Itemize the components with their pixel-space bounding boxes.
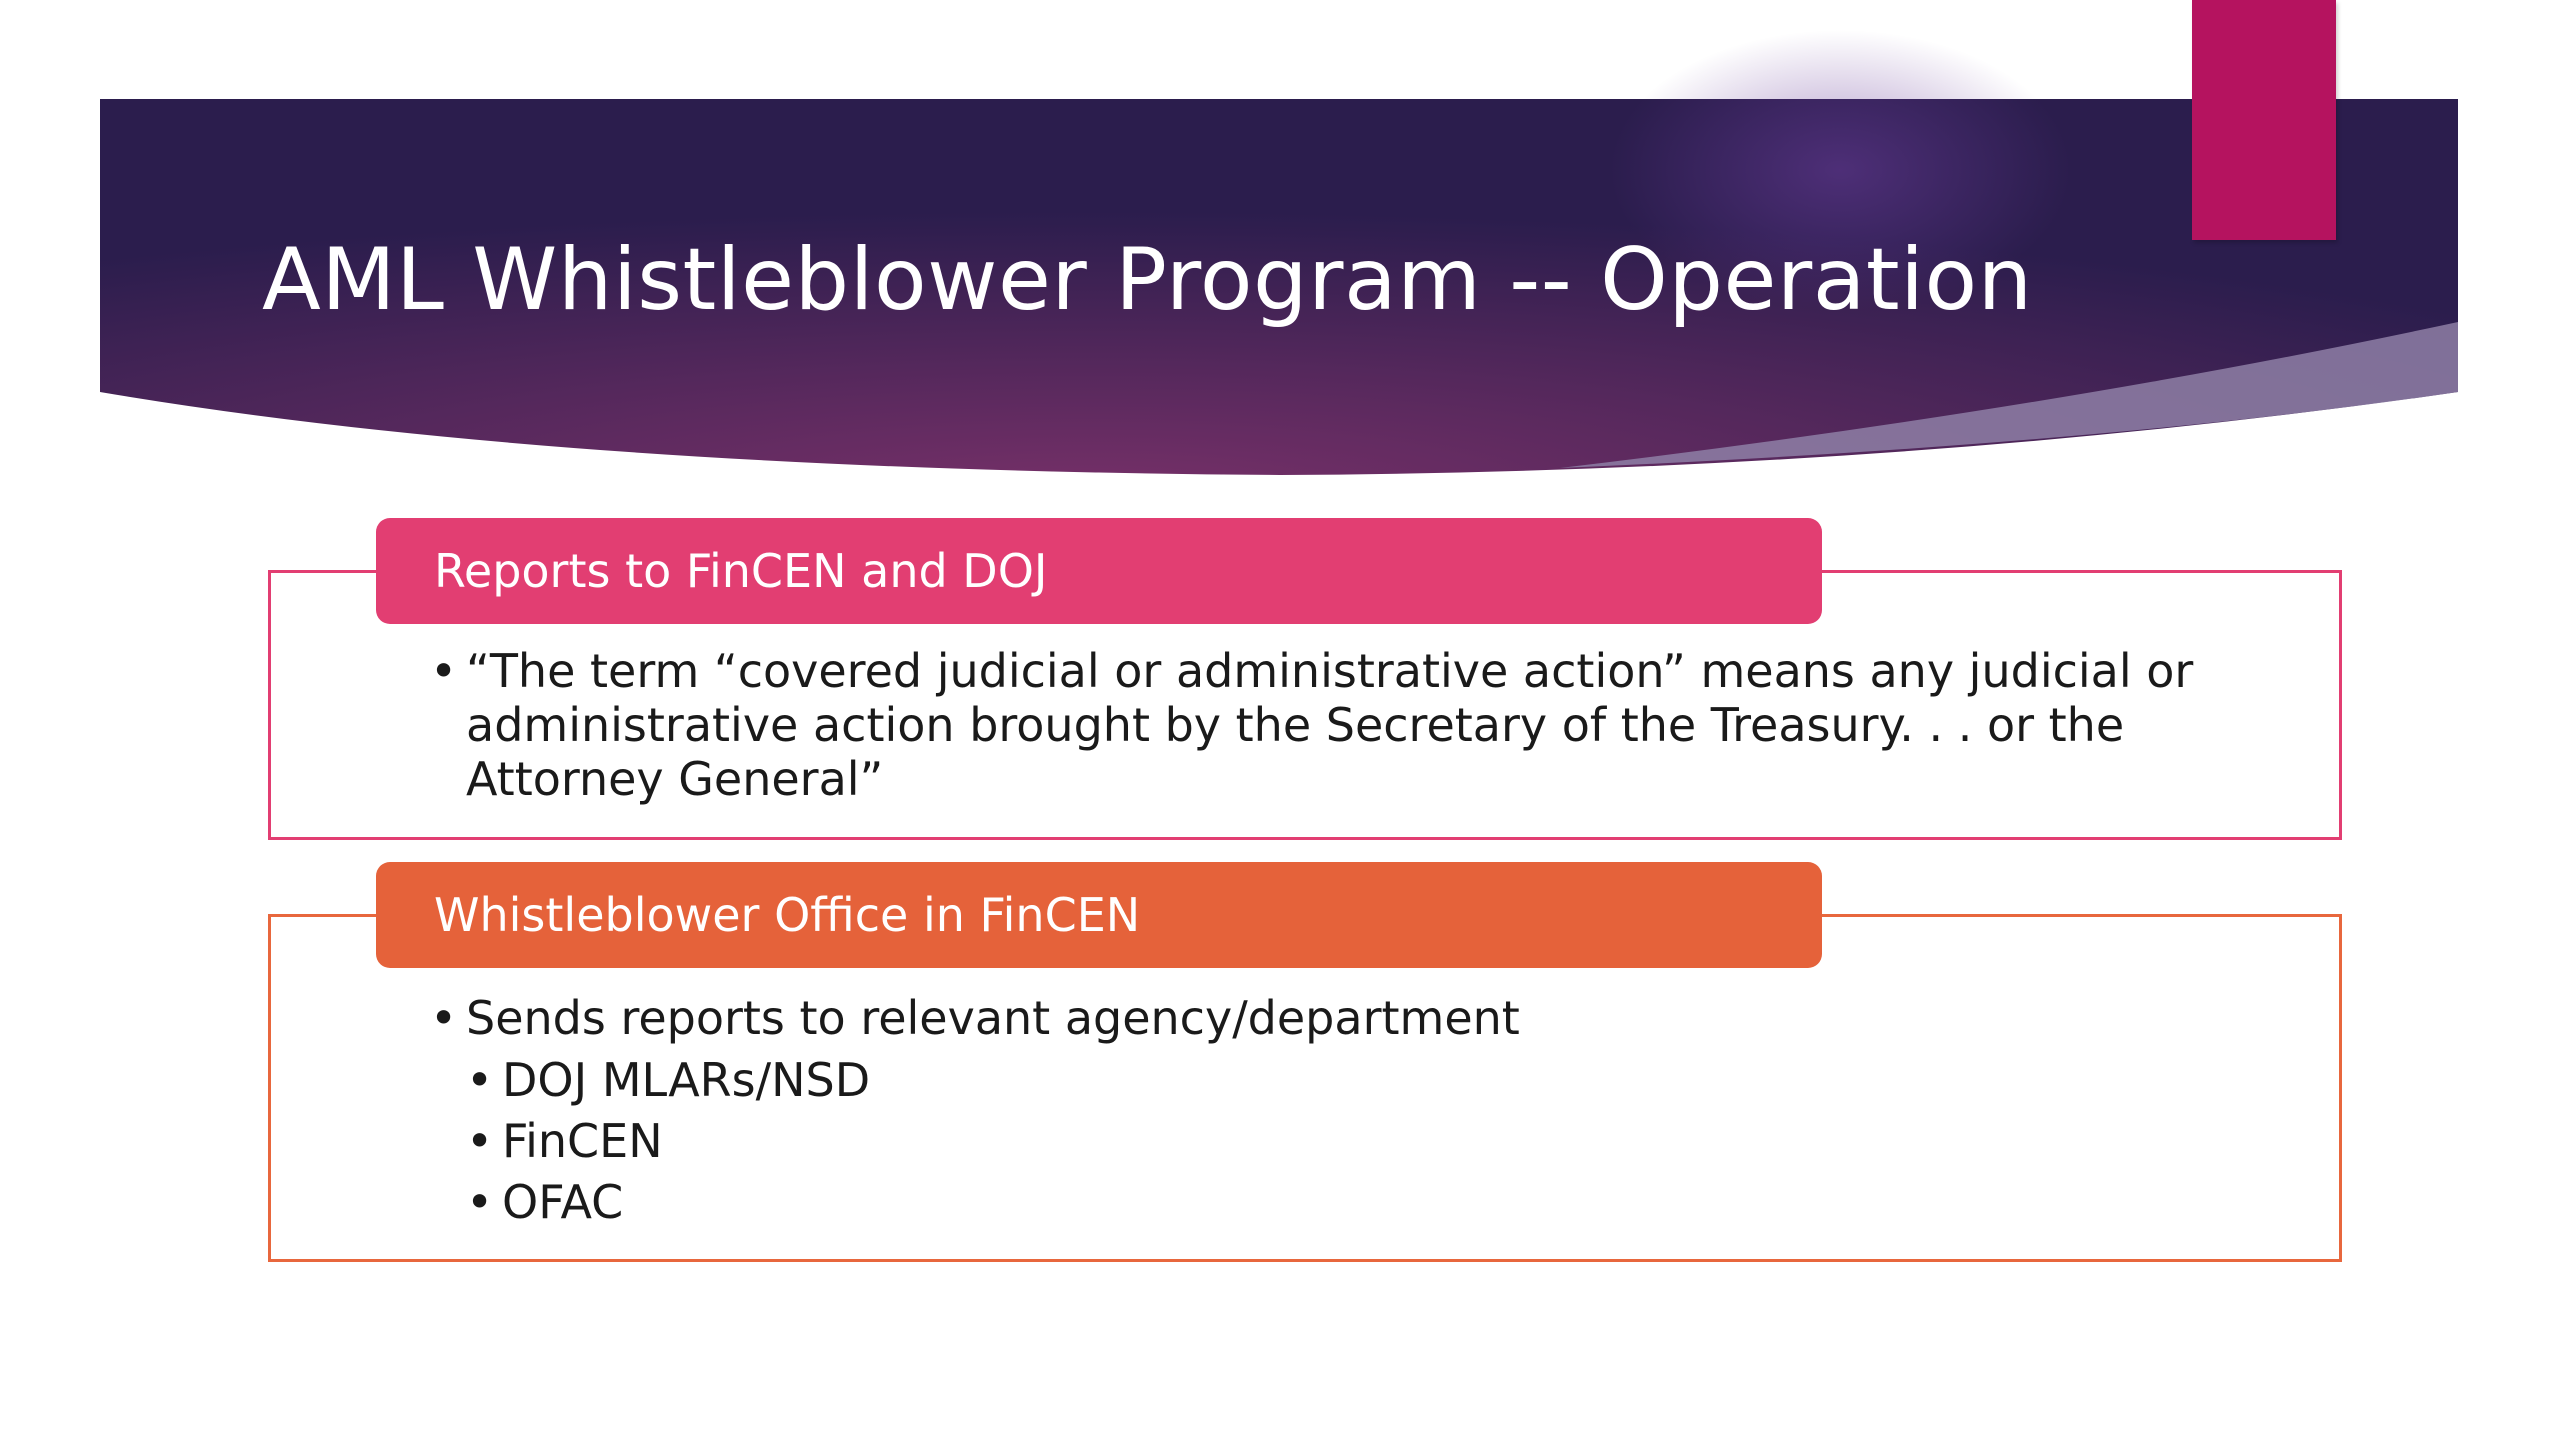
slide-title: AML Whistleblower Program -- Operation	[262, 230, 2033, 330]
accent-tab	[2192, 0, 2336, 240]
section-header-reports: Reports to FinCEN and DOJ	[376, 518, 1822, 624]
bullet-item: • “The term “covered judicial or administrative action” means any judicial or administrative action brought by the Secretary of the Treasury. . . or the Attorney General”	[430, 644, 2210, 806]
bullet-list-whistleblower-office	[430, 988, 2210, 1233]
sub-bullet-item: • OFAC	[466, 1172, 2210, 1233]
sub-bullet-item: • DOJ MLARs/NSD	[466, 1050, 2210, 1111]
bullet-list-reports	[430, 644, 2210, 806]
bullet-item: • Sends reports to relevant agency/department	[430, 988, 2210, 1048]
section-header-whistleblower-office: Whistleblower Office in FinCEN	[376, 862, 1822, 968]
sub-bullet-item: • FinCEN	[466, 1111, 2210, 1172]
